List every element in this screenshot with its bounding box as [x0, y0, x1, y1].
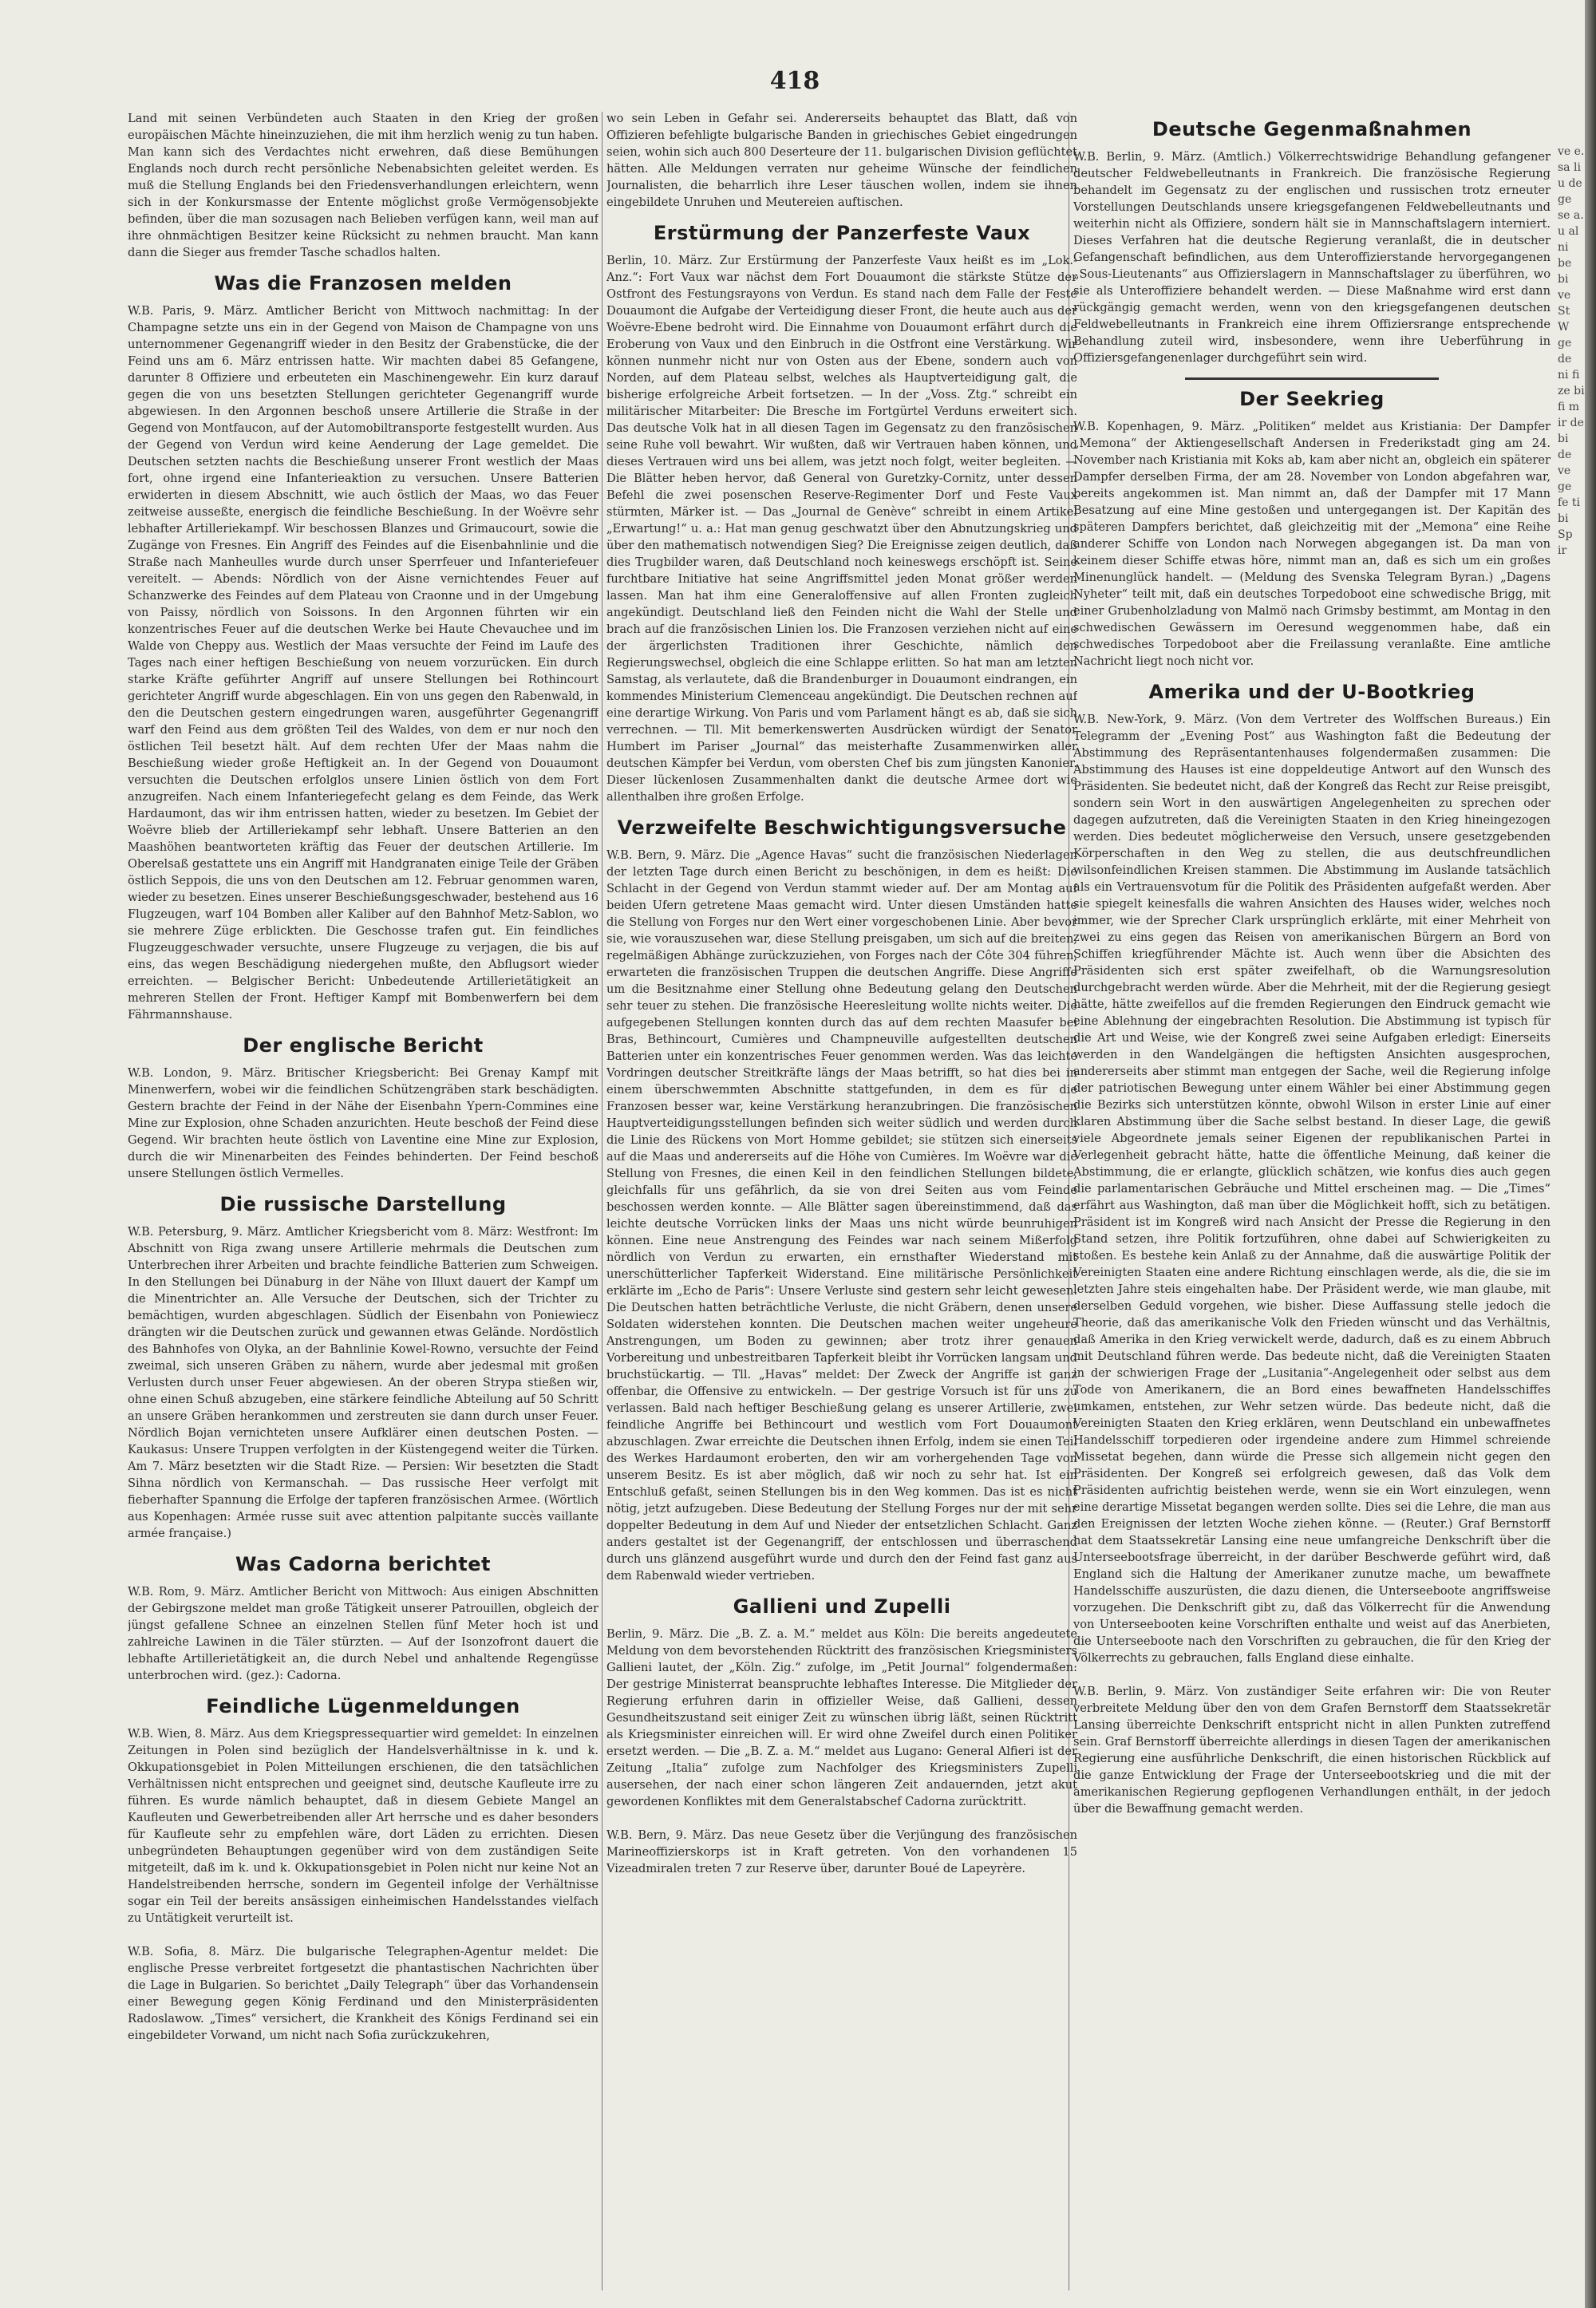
article-body: W.B. Berlin, 9. März. (Amtlich.) Völkerrechtswidrige Behandlung gefangener deutscher Feldwebelleutnants in Frankreich. Die französische Regierung behandelt im Gegensatz zu der englischen und russischen trotz erneuter Vorstellungen Deutschlands unsere kriegsgefangenen Feldwebelleutnants und weiterhin nicht als Offiziere, sondern hält sie in Mannschaftslagern interniert. Dieses Verfahren hat die deutsche Regierung veranlaßt, die in deutscher Gefangenschaft befindlichen, aus dem Unteroffizierstande hervorgegangenen „Sous-Lieutenants“ aus Offizierslagern in Mannschaftslager zu überführen, wo sie als Unteroffiziere behandelt werden. — Diese Maßnahme wird erst dann rückgängig gemacht werden, wenn von den kriegsgefangenen deutschen Feldwebelleutnants in Frankreich eine ihrem Offiziersrange entsprechende Behandlung zuteil wird, insbesondere, wenn ihre Ueberführung in Offiziersgefangenenlager durchgeführt sein wird. [1073, 150, 1551, 365]
article-headline: Der Seekrieg [1239, 388, 1385, 410]
article-headline: Was Cadorna berichtet [235, 1553, 491, 1575]
article-body: W.B. London, 9. März. Britischer Kriegsbericht: Bei Grenay Kampf mit Minenwerfern, wobei wir die feindlichen Schützengräben stark beschädigten. Gestern brachte der Feind in der Nähe der Eisenbahn Ypern-Commines eine Mine zur Explosion, ohne Schaden anzurichten. Heute beschoß der Feind diese Gegend. Wir brachten heute östlich von Laventine eine Mine zur Explosion, durch die wir Minenarbeiten des Feindes behinderten. Der Feind beschoß unsere Stellungen östlich Vermelles. [128, 1066, 598, 1180]
article-french-report [128, 272, 598, 1023]
article-body: Berlin, 10. März. Zur Erstürmung der Panzerfeste Vaux heißt es im „Lok.-Anz.“: Fort Vaux war nächst dem Fort Douaumont die stärkste Stütze der Ostfront des Festungsrayons von Verdun. Es stand nach dem Falle der Feste Douaumont die Aufgabe der Verteidigung dieser Front, die heute auch aus der Woëvre-Ebene bedroht wird. Die Einnahme von Douaumont erfährt durch die Eroberung von Vaux und den Einbruch in die Ostfront eine Verstärkung. Wir können nunmehr nicht nur von Osten aus der Ebene, sondern auch von Norden, auf dem Plateau selbst, welches als Hauptverteidigung galt, die bisherige erfolgreiche Arbeit fortsetzen. — In der „Voss. Ztg.“ schreibt ein militärischer Mitarbeiter: Die Bresche im Fortgürtel Verduns erweitert sich. Das deutsche Volk hat in all diesen Tagen im Gegensatz zu den französischen seine Ruhe voll bewahrt. Wir wußten, daß wir Vertrauen haben können, und dieses Vertrauen wird uns bei allem, was jetzt noch folgt, weiter begleiten. — Die Blätter heben hervor, daß General von Guretzky-Cornitz, unter dessen Befehl die zwei posenschen Reserve-Regimenter Dorf und Feste Vaux stürmten, Märker ist. — Das „Journal de Genève“ schreibt in einem Artikel „Erwartung!“ u. a.: Hat man genug geschwatzt über den Abnutzungskrieg und über den mathematisch notwendigen Sieg? Die Ereignisse zeigen deutlich, daß dies Trugbilder waren, daß Deutschland noch keineswegs erschöpft ist. Seine furchtbare Initiative hat seine Angriffsmittel jeden Monat größer werden lassen. Man hat ihm eine Generaloffensive auf allen Fronten zugleich angekündigt. Deutschland ließ den Feinden nicht die Wahl der Stelle und brach auf die französischen Linien los. Die Franzosen verziehen nicht auf eine der ärgerlichsten Traditionen ihrer Geschichte, nämlich den Regierungswechsel, obgleich die eine Schlappe erlitten. So hat man am letzten Samstag, als verlautete, daß die Brandenburger in Douaumont eindrangen, ein kommendes Ministerium Clemenceau angekündigt. Die Deutschen rechnen auf eine derartige Wirkung. Von Paris und vom Parlament hängt es ab, daß sie sich verrechnen. — Tll. Mit bemerkenswerten Ausdrücken würdigt der Senator Humbert im Pariser „Journal“ das meisterhafte Zusammenwirken aller deutschen Kämpfer bei Verdun, vom obersten Chef bis zum jüngsten Kanonier. Dieser lückenlosen Zusammenhalten dankt die deutsche Armee dort wie allenthalben ihre großen Erfolge. [606, 254, 1077, 804]
article-gallieni-zupelli [606, 1595, 1077, 1877]
article-continuation [606, 110, 1077, 211]
section-divider [1185, 377, 1439, 380]
article-body: W.B. Bern, 9. März. Die „Agence Havas“ sucht die französischen Niederlagen der letzten Tage durch einen Bericht zu beschönigen, in dem es heißt: Die Schlacht in der Gegend von Verdun stammt wieder auf. Der am Montag auf beiden Ufern getretene Maas gemacht wird. Unter diesen Umständen hatte die Stellung von Forges nur den Wert einer vorgeschobenen Linie. Aber bevor sie, wie vorauszusehen war, diese Stellung preisgaben, um sich auf die breiten, regelmäßigen Abhänge zurückzuziehen, von Forges nach der Côte 304 führen, erwarteten die französischen Truppen die deutschen Angriffe. Diese Angriffe um die Besitznahme einer Stellung ohne Bedeutung gelang den Deutschen sehr teuer zu stehen. Die französische Heeresleitung wollte nichts weiter. Die aufgegebenen Stellungen konnten durch das auf dem rechten Maasufer bei Bras, Bethincourt, Cumières und Champneuville aufgestellten deutschen Batterien unter ein konzentrisches Feuer genommen werden. Was das leichte Vordringen deutscher Streitkräfte längs der Maas betrifft, so hat dies bei in einem überschwemmten Abschnitte stattgefunden, in dem es für die Franzosen besser war, keine Verstärkung heranzubringen. Die französischen Hauptverteidigungsstellungen befinden sich weiter südlich und werden durch die Linie des Rückens von Mort Homme gebildet; sie stützen sich einerseits auf die Maas und andererseits auf die Höhe von Cumières. Im Woëvre war die Stellung von Fresnes, die einen Keil in den feindlichen Stellungen bildete, gleichfalls für uns gefährlich, da sie von drei Seiten aus vom Feinde beschossen werden konnte. — Alle Blätter sagen übereinstimmend, daß das leichte deutsche Vorrücken links der Maas uns nicht würde beunruhigen können. Eine neue Anstrengung des Feindes war nach seinem Mißerfolg nördlich von Verdun zu erwarten, ein ernsthafter Wiederstand mit unerschütterlicher Tapferkeit Widerstand. Eine militärische Persönlichkeit erklärte im „Echo de Paris“: Unsere Verluste sind gestern sehr leicht gewesen. Die Deutschen hatten beträchtliche Verluste, die nicht Gräbern, denen unsere Soldaten widerstehen konnten. Die Deutschen machen weiter ungeheure Anstrengungen, um Boden zu gewinnen; aber trotz ihrer genauen Vorbereitung und unbestreitbaren Tapferkeit bleibt ihr Vorrücken langsam und bruchstückartig. — Tll. „Havas“ meldet: Der Zweck der Angriffe ist ganz offenbar, die Offensive zu entwickeln. — Der gestrige Vorsuch ist für uns zu verlassen. Bald nach heftiger Beschießung gelang es unserer Artillerie, zwei feindliche Angriffe bei Bethincourt und westlich vom Fort Douaumont abzuschlagen. Zwar erreichte die Deutschen ihnen Erfolg, indem sie einen Teil des Werkes Hardaumont eroberten, den wir am vorhergehenden Tage von unserem Besitz. Es ist aber möglich, daß wir noch zu sehr hat. Ist ein Entschluß gefaßt, seinen Stellungen bis in den Weg kommen. Das ist es nicht nötig, jetzt aufzugeben. Diese Bedeutung der Stellung Forges nur der mit sehr doppelter Bedeutung in dem Auf und Nieder der entsetzlichen Schlacht. Ganz anders gestaltet ist der Gegenangriff, der entschlossen und überraschend durch uns glänzend ausgeführt wurde und durch den der Feind fast ganz aus dem Rabenwald wieder vertrieben. [606, 848, 1077, 1583]
adjacent-page-bleed-text: ve e. sa li u de ge se a. u al ni be bi ve St W ge de ni fi ze bi fi m ir de bi de ve ge fe ti bi Sp ir [1558, 145, 1585, 557]
article-headline: Deutsche Gegenmaßnahmen [1152, 118, 1472, 140]
article-russian-report [128, 1193, 598, 1542]
article-fort-vaux [606, 222, 1077, 805]
article-body: W.B. Paris, 9. März. Amtlicher Bericht von Mittwoch nachmittag: In der Champagne setzte uns ein in der Gegend von Maison de Champagne von uns unternommener Gegenangriff wieder in den Besitz der Grabenstücke, die der Feind uns am 6. März entrissen hatte. Wir machten dabei 85 Gefangene, darunter 8 Offiziere und erbeuteten ein Maschinengewehr. Ein kurz darauf gegen die von uns besetzten Stellungen gerichteter Gegenangriff wurde abgewiesen. In den Argonnen beschoß unsere Artillerie die Straße in der Gegend von Montfaucon, auf der Automobiltransporte festgestellt wurden. Aus der Gegend von Verdun wird keine Aenderung der Lage gemeldet. Die Deutschen setzten nachts die Beschießung unserer Front westlich der Maas fort, ohne irgend eine Infanterieaktion zu versuchen. Unsere Batterien erwiderten in diesem Abschnitt, wie auch östlich der Maas, wo das Feuer zeitweise ausseßte, energisch die feindliche Beschießung. In der Woëvre sehr lebhafter Artilleriekampf. Wir beschossen Blanzes und Grimaucourt, sowie die Zugänge von Fresnes. Ein Angriff des Feindes auf die Eisenbahnlinie und die Straße nach Manheulles wurde durch unser Sperrfeuer und Infanteriefeuer vereitelt. — Abends: Nördlich von der Aisne vernichtendes Feuer auf Schanzwerke des Feindes auf dem Plateau von Craonne und in der Umgebung von Paissy, nördlich von Soissons. In den Argonnen führten wir ein konzentrisches Feuer auf die deutschen Werke bei Haute Chevauchee und im Walde von Cheppy aus. Westlich der Maas versuchte der Feind im Laufe des Tages nach einer heftigen Beschießung von neuem vorzurücken. Ein durch starke Kräfte geführter Angriff auf unsere Stellungen bei Rothincourt gerichteter Angriff wurde abgeschlagen. Ein von uns gegen den Rabenwald, in den die Deutschen gestern eingedrungen waren, ausgeführter Gegenangriff warf den Feind aus dem größten Teil des Waldes, von dem er nur noch den östlichen Teil besetzt hält. Auf dem rechten Ufer der Maas nahm die Beschießung wieder große Heftigkeit an. In der Gegend von Douaumont versuchten die Deutschen erfolglos unsere Linien östlich von dem Fort anzugreifen. Nach einem Infanteriegefecht gelang es dem Feinde, das Werk Hardaumont, das wir ihm entrissen hatten, wieder zu besetzen. Im Gebiet der Woëvre blieb der Artilleriekampf sehr lebhaft. Unsere Batterien an den Maashöhen beantworteten kräftig das Feuer der deutschen Artillerie. Im Oberelsaß gestattete uns ein Angriff mit Handgranaten einige Teile der Gräben östlich Seppois, die uns von den Deutschen am 12. Februar genommen waren, wieder zu besetzen. Eines unserer Beschießungsgeschwader, bestehend aus 16 Flugzeugen, warf 104 Bomben aller Kaliber auf den Bahnhof Metz-Sablon, wo sie mehrere Züge erblickten. Die Geschosse trafen gut. Ein feindliches Flugzeuggeschwader versuchte, unsere Flugzeuge zu verjagen, die bis auf eins, das wegen Beschädigung niedergehen mußte, den Abflugsort wieder erreichten. — Belgischer Bericht: Unbedeutende Artillerietätigkeit an mehreren Stellen der Front. Heftiger Kampf mit Bombenwerfern bei dem Fährmannshause. [128, 304, 598, 1022]
article-body: Land mit seinen Verbündeten auch Staaten in den Krieg der großen europäischen Mächte hineinzuziehen, die mit ihm herzlich wenig zu tun haben. Man kann sich des Verdachtes nicht erwehren, daß diese Bemühungen Englands noch durch recht persönliche Nebenabsichten geleitet werden. Es muß die Stellung Englands bei den Friedensverhandlungen erleichtern, wenn sich in der Konkursmasse der Entente möglichst große Vermögensobjekte befinden, über die man sozusagen nach Belieben verfügen kann, weil man auf ihre ohnmächtigen Besitzer keine Rücksicht zu nehmen braucht. Man kann dann die Sieger aus fremder Tasche schadlos halten. [128, 112, 598, 259]
article-naval-war [1073, 388, 1551, 670]
article-headline: Die russische Darstellung [219, 1193, 507, 1215]
article-appeasement [606, 816, 1077, 1584]
article-english-report [128, 1034, 598, 1182]
article-america-uboat [1073, 681, 1551, 1817]
article-headline: Amerika und der U-Bootkrieg [1148, 681, 1476, 703]
article-headline: Was die Franzosen melden [214, 272, 512, 294]
article-continuation [128, 110, 598, 261]
page-edge [1585, 0, 1596, 2308]
article-headline: Verzweifelte Beschwichtigungsversuche [617, 816, 1067, 839]
article-body: W.B. Rom, 9. März. Amtlicher Bericht von Mittwoch: Aus einigen Abschnitten der Gebirgszone meldet man große Tätigkeit unserer Patrouillen, obgleich der jüngst gefallene Schnee an einzelnen Stellen fünf Meter hoch ist und zahlreiche Lawinen in die Täler stürzten. — Auf der Isonzofront dauert die lebhafte Artillerietätigkeit an, die durch Nebel und anhaltende Regengüsse unterbrochen wird. (gez.): Cadorna. [128, 1585, 598, 1682]
article-countermeasures [1073, 118, 1551, 366]
article-body: W.B. Petersburg, 9. März. Amtlicher Kriegsbericht vom 8. März: Westfront: Im Abschnitt von Riga zwang unsere Artillerie mehrmals die Deutschen zum Unterbrechen ihrer Arbeiten und brachte feindliche Batterien zum Schweigen. In den Stellungen bei Dünaburg in der Nähe von Illuxt dauert der Kampf um die Minentrichter an. Alle Versuche der Deutschen, sich der Trichter zu bemächtigen, wurden abgeschlagen. Südlich der Eisenbahn von Poniewiecz drängten wir die Deutschen zurück und gewannen etwas Gelände. Nordöstlich des Bahnhofes von Olyka, an der Bahnlinie Kowel-Rowno, versuchte der Feind zweimal, sich unseren Gräben zu nähern, wurde aber jedesmal mit großen Verlusten durch unser Feuer abgewiesen. An der oberen Strypa stießen wir, ohne einen Schuß abzugeben, eine stärkere feindliche Abteilung auf 50 Schritt an unsere Gräben herankommen und zerstreuten sie dann durch unser Feuer. Nördlich Bojan vernichteten unsere Aufklärer einen deutschen Posten. — Kaukasus: Unsere Truppen verfolgten in der Küstengegend weiter die Türken. Am 7. März besetzten wir die Stadt Rize. — Persien: Wir besetzten die Stadt Sihna nördlich von Kermanschah. — Das russische Heer verfolgt mit fieberhafter Spannung die Erfolge der tapferen französischen Armee. (Wörtlich aus Kopenhagen: Armée russe suit avec attention palpitante succès vaillante armée française.) [128, 1225, 598, 1540]
article-headline: Der englische Bericht [243, 1034, 484, 1057]
column-2 [606, 110, 1077, 2297]
article-cadorna-report [128, 1553, 598, 1684]
article-body: W.B. Kopenhagen, 9. März. „Politiken“ meldet aus Kristiania: Der Dampfer „Memona“ der Aktiengesellschaft Andersen in Frederikstadt ging am 24. November nach Kristiania mit Koks ab, kam aber nicht an, obgleich ein späterer Dampfer derselben Firma, der am 28. November von London abgefahren war, bereits angekommen ist. Man nimmt an, daß der Dampfer mit 17 Mann Besatzung auf eine Mine gestoßen und untergegangen ist. Der Kapitän des späteren Dampfers berichtet, daß gleichzeitig mit der „Memona“ eine Reihe anderer Schiffe von London nach Norwegen abgegangen ist. Da man von keinem dieser Schiffe etwas höre, nimmt man an, daß es sich um ein großes Minenunglück handelt. — (Meldung des Svenska Telegram Byran.) „Dagens Nyheter“ teilt mit, daß ein deutsches Torpedoboot eine schwedische Brigg, mit einer Grubenholzladung von Malmö nach Grimsby bestimmt, am Montag in den schwedischen Gewässern im Oeresund weggenommen habe, daß ein schwedisches Torpedoboot aber die Freilassung veranlaßte. Eine amtliche Nachricht liegt noch nicht vor. [1073, 420, 1551, 668]
article-body: wo sein Leben in Gefahr sei. Andererseits behauptet das Blatt, daß von Offizieren befehligte bulgarische Banden in griechisches Gebiet eingedrungen seien, wohin sich auch 800 Deserteure der 11. bulgarischen Division geflüchtet hätten. Alle Meldungen verraten nur geheime Wünsche der feindlichen Journalisten, die beharrlich ihre Leser täuschen wollen, indem sie ihnen eingebildete Unruhen und Meutereien auftischen. [606, 112, 1077, 209]
article-body: W.B. New-York, 9. März. (Von dem Vertreter des Wolffschen Bureaus.) Ein Telegramm der „Evening Post“ aus Washington faßt die Bedeutung der Abstimmung des Repräsentantenhauses folgendermaßen zusammen: Die Abstimmung des Hauses ist eine doppeldeutige Antwort auf den Wunsch des Präsidenten. Sie bedeutet nicht, daß der Kongreß das Recht zur Reise preisgibt, sondern sein Wort in den auswärtigen Angelegenheiten zu sprechen oder dagegen aufzutreten, daß die Vereinigten Staaten in den Krieg hineingezogen werden. Dies bedeutet möglicherweise den Versuch, unsere gesetzgebenden Körperschaften in den Weg zu stellen, die aus deutschfreundlichen wilsonfeindlichen Kreisen stammen. Die Abstimmung im Auslande tatsächlich als ein Vertrauensvotum für die Politik des Präsidenten aufgefaßt werden. Aber sie spiegelt keinesfalls die wahren Ansichten des Hauses wider, welches noch immer, wie der Sprecher Clark ursprünglich erklärte, mit einer Mehrheit von zwei zu eins gegen das Reisen von amerikanischen Bürgern an Bord von Schiffen kriegführender Mächte ist. Auch wenn über die Absichten des Präsidenten sich erst später zweifelhaft, ob die Warnungsresolution durchgebracht werden würde. Aber die Mehrheit, mit der die Regierung gesiegt hätte, hätte zweifellos auf die fremden Regierungen den Eindruck gemacht wie eine Ablehnung der eingebrachten Resolution. Die Abstimmung ist typisch für die Art und Weise, wie der Kongreß zwei seine Aufgaben erledigt: Einerseits werden in den Wandelgängen die heftigsten Ansichten ausgesprochen, andererseits aber stimmt man entgegen der Sache, weil die Regierung infolge der patriotischen Bewegung unter einem Wähler bei einer Abstimmung gegen die Bezirks sich unterstützen könnte, obwohl Wilson in erster Linie auf einer klaren Abstimmung über die Sache selbst bestand. In dieser Lage, die gewiß viele Abgeordnete jemals seiner Eigenen der republikanischen Partei in Verlegenheit gebracht hätte, hatte die öffentliche Meinung, daß keiner die Abstimmung, die er erlangte, glücklich schätzen, wie konfus dies auch gegen die parlamentarischen Gebräuche und Mittel erscheinen mag. — Die „Times“ erfährt aus Washington, daß man über die Möglichkeit hofft, sich zu betätigen. Präsident ist im Kongreß wird nach Ansicht der Presse die Regierung in den Stand setzen, ihre Politik fortzuführen, ohne dabei auf Schwierigkeiten zu stoßen. Es bestehe kein Anlaß zu der Annahme, daß die auswärtige Politik der Vereinigten Staaten eine andere Richtung einschlagen werde, als die, die sie im letzten Jahre steis eingehalten habe. Der Präsident werde, wie man glaube, mit derselben Geduld vorgehen, wie bisher. Diese Auffassung stelle jedoch die Theorie, daß das amerikanische Volk den Frieden wünscht und das Verhältnis, daß Amerika in den Krieg verwickelt werde, dadurch, daß es zu einem Abbruch mit Deutschland führen werde. Das bedeute nicht, daß die Vereinigten Staaten in der schwierigen Frage der „Lusitania“-Angelegenheit oder selbst aus dem Tode von Amerikanern, die an Bord eines bewaffneten Handelsschiffes umkamen, entstehen, zur Wehr setzen würde. Das bedeute nicht, daß die Vereinigten Staaten den Krieg erklären, wenn Deutschland ein unbewaffnetes Handelsschiff torpedieren oder irgendeine andere zum Himmel schreiende Missetat begehen, dann würde die Presse sich allgemein nicht gegen den Präsidenten. Der Kongreß sei erfolgreich gewesen, daß das Volk dem Präsidenten aufrichtig beistehen werde, wenn sie ein Wort einzulegen, wenn eine derartige Missetat begangen werden sollte. Dies sei die Lehre, die man aus den Ereignissen der letzten Woche ziehen könne. — (Reuter.) Graf Bernstorff hat dem Staatssekretär Lansing eine neue umfangreiche Denkschrift über die Unterseebootsfrage überreicht, in der darüber Beschwerde geführt wird, daß England sich die Haltung der Amerikaner zunutze mache, um bewaffnete Handelsschiffe auszurüsten, die dazu dienen, die Unterseeboote angriffsweise vorzugehen. Die Denkschrift gibt zu, daß das Völkerrecht für die Anwendung von Unterseebooten keine Vorschriften enthalte und weist auf das Anerbieten, die Unterseeboote nach den Vorschriften zu gebrauchen, die für den Krieg der Völkerrechts zu gebrauchen, falls England diese einhalte. W.B. Berlin, 9. März. Von zuständiger Seite erfahren wir: Die von Reuter verbreitete Meldung über den von dem Grafen Bernstorff dem Staatssekretär Lansing überreichte Denkschrift entspricht nicht in allen Punkten zutreffend sein. Graf Bernstorff überreichte allerdings in diesen Tagen der amerikanischen Regierung eine ausführliche Denkschrift, die einen historischen Rückblick auf die ganze Entwicklung der Frage der Unterseebootskrieg und die mit der amerikanischen Regierung gepflogenen Verhandlungen enthält, in der jedoch über die Bewaffnung gemacht werden. [1073, 713, 1551, 1816]
article-body: W.B. Wien, 8. März. Aus dem Kriegspressequartier wird gemeldet: In einzelnen Zeitungen in Polen sind bezüglich der Handelsverhältnisse in k. und k. Okkupationsgebiet in Polen Mitteilungen erschienen, die den tatsächlichen Verhältnissen nicht entsprechen und geeignet sind, deutsche Kaufleute irre zu führen. Es wurde nämlich behauptet, daß in diesem Gebiete Mangel an Kaufleuten und Gewerbetreibenden aller Art herrsche und es daher besonders für Kaufleute sehr zu empfehlen wäre, dort Läden zu errichten. Diesen unbegründeten Behauptungen gegenüber wird von dem zuständigen Seite mitgeteilt, daß im k. und k. Okkupationsgebiet in Polen nicht nur keine Not an Handelstreibenden herrsche, sondern im Gegenteil infolge der Verhältnisse sogar ein Teil der bereits ansässigen einheimischen Handelsstandes vielfach zu Untätigkeit verurteilt ist. W.B. Sofia, 8. März. Die bulgarische Telegraphen-Agentur meldet: Die englische Presse verbreitet fortgesetzt die phantastischen Nachrichten über die Lage in Bulgarien. So berichtet „Daily Telegraph“ über das Vorhandensein einer Bewegung gegen König Ferdinand und den Ministerpräsidenten Radoslawow. „Times“ versichert, die Krankheit des Königs Ferdinand sei ein eingebildeter Vorwand, um nicht nach Sofia zurückzukehren, [128, 1727, 598, 2042]
page-number: 418 [769, 67, 820, 95]
article-headline: Gallieni und Zupelli [733, 1595, 951, 1618]
column-1 [128, 110, 598, 2297]
article-false-reports [128, 1695, 598, 2044]
article-headline: Erstürmung der Panzerfeste Vaux [653, 222, 1031, 244]
article-headline: Feindliche Lügenmeldungen [206, 1695, 520, 1717]
column-3 [1073, 110, 1551, 2297]
article-body: Berlin, 9. März. Die „B. Z. a. M.“ meldet aus Köln: Die bereits angedeutete Meldung von dem bevorstehenden Rücktritt des französischen Kriegsministers Gallieni lautet, der „Köln. Zig.“ zufolge, im „Petit Journal“ folgendermaßen: Der gestrige Ministerrat beanspruchte lebhaftes Interesse. Die Mitglieder der Regierung erfuhren darin in offizieller Weise, daß Gallieni, dessen Gesundheitszustand seit einiger Zeit zu wünschen übrig läßt, seinen Rücktritt als Kriegsminister einreichen will. Er wird ohne Zweifel durch einen Politiker ersetzt werden. — Die „B. Z. a. M.“ meldet aus Lugano: General Alfieri ist der Zeitung „Italia“ zufolge zum Nachfolger des Kriegsministers Zupelli ausersehen, der nach einer schon längeren Zeit andauernden, jetzt akut gewordenen Konfliktes mit dem Generalstabschef Cadorna zurücktritt. W.B. Bern, 9. März. Das neue Gesetz über die Verjüngung des französischen Marineoffizierskorps ist in Kraft getreten. Von den vorhandenen 15 Vizeadmiralen treten 7 zur Reserve über, darunter Boué de Lapeyrère. [606, 1627, 1077, 1875]
